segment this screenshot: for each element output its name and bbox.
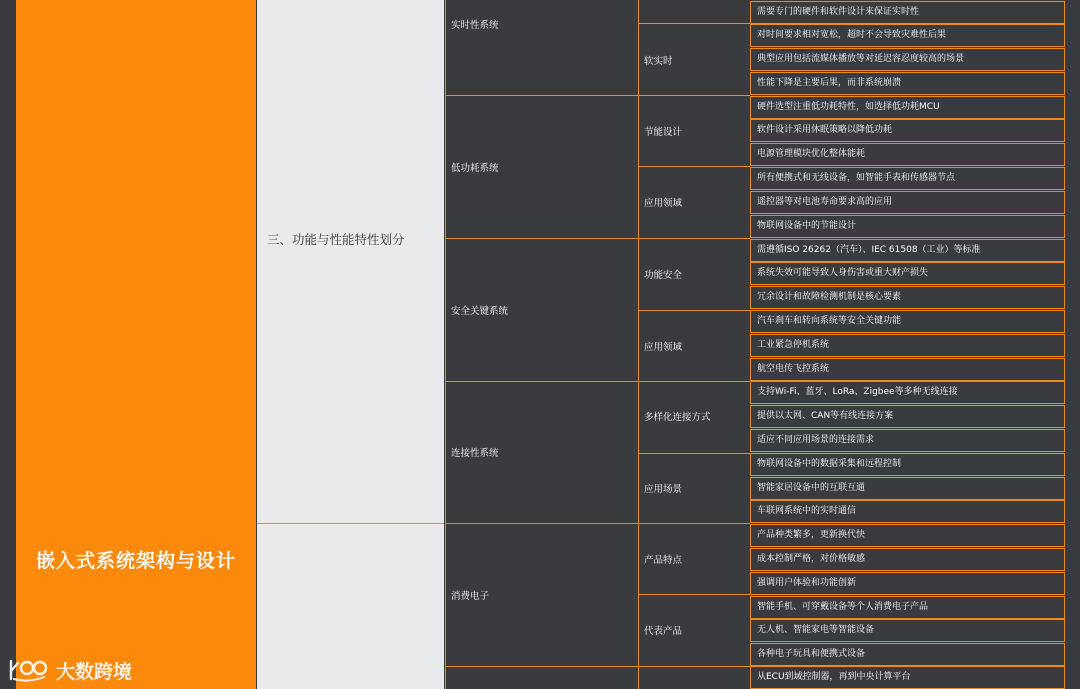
- level4-label: 产品特点: [644, 555, 683, 566]
- level3-label: 连接性系统: [451, 448, 499, 459]
- level4-node-energy-design: [638, 96, 750, 167]
- leaf-item: 车联网系统中的实时通信: [750, 500, 1065, 523]
- leaf-item: 汽车刹车和转向系统等安全关键功能: [750, 310, 1065, 333]
- leaf-item: 电源管理模块优化整体能耗: [750, 143, 1065, 166]
- leaf-item: 适应不同应用场景的连接需求: [750, 429, 1065, 452]
- level4-node-application-field: [638, 167, 750, 239]
- level4-node-application-scenarios: [638, 454, 750, 524]
- root-title: 嵌入式系统架构与设计: [35, 550, 236, 572]
- level2-label: 三、功能与性能特性划分: [267, 232, 405, 247]
- level3-label: 安全关键系统: [451, 306, 509, 317]
- leaf-item: 软件设计采用休眠策略以降低功耗: [750, 119, 1065, 142]
- level3-node-realtime: [445, 0, 638, 96]
- level4-label: 功能安全: [644, 270, 683, 281]
- leaf-item: 从ECU到域控制器，再到中央计算平台: [750, 666, 1065, 689]
- leaf-item: 物联网设备中的节能设计: [750, 215, 1065, 238]
- leaf-item: 硬件选型注重低功耗特性，如选择低功耗MCU: [750, 96, 1065, 119]
- leaf-item: 需要专门的硬件和软件设计来保证实时性: [750, 1, 1065, 24]
- logo-icon: [8, 657, 50, 683]
- level2-node-features: [257, 0, 444, 524]
- leaf-item: 智能家居设备中的互联互通: [750, 477, 1065, 500]
- leaf-item: 支持Wi-Fi、蓝牙、LoRa、Zigbee等多种无线连接: [750, 381, 1065, 404]
- leaf-item: 工业紧急停机系统: [750, 334, 1065, 357]
- level4-label: 应用领域: [644, 342, 683, 353]
- leaf-item: 系统失效可能导致人身伤害或重大财产损失: [750, 262, 1065, 285]
- leaf-item: 性能下降是主要后果，而非系统崩溃: [750, 72, 1065, 95]
- leaf-item: 遥控器等对电池寿命要求高的应用: [750, 191, 1065, 214]
- level3-node-next: [445, 667, 638, 689]
- root-node: [16, 0, 256, 689]
- watermark-text: 大数跨境: [56, 660, 133, 683]
- level2-node-next: [257, 524, 444, 689]
- leaf-item: 强调用户体验和功能创新: [750, 572, 1065, 595]
- level4-node-application-field: [638, 311, 750, 382]
- leaf-item: 成本控制严格，对价格敏感: [750, 548, 1065, 571]
- level3-label: 消费电子: [451, 591, 490, 602]
- level4-node-top: [638, 0, 750, 24]
- leaf-item: 产品种类繁多，更新换代快: [750, 524, 1065, 547]
- level3-node-safety: [445, 239, 638, 382]
- level4-node-next: [638, 667, 750, 689]
- leaf-item: 提供以太网、CAN等有线连接方案: [750, 405, 1065, 428]
- level3-node-consumer: [445, 524, 638, 667]
- level4-label: 代表产品: [644, 626, 683, 637]
- level4-label: 多样化连接方式: [644, 412, 711, 423]
- level4-label: 应用领域: [644, 198, 683, 209]
- leaf-item: 需遵循ISO 26262（汽车）、IEC 61508（工业）等标准: [750, 239, 1065, 262]
- level3-node-lowpower: [445, 96, 638, 239]
- leaf-item: 典型应用包括流媒体播放等对延迟容忍度较高的场景: [750, 48, 1065, 71]
- leaf-item: 智能手机、可穿戴设备等个人消费电子产品: [750, 596, 1065, 619]
- level4-node-representative-products: [638, 595, 750, 667]
- leaf-item: 物联网设备中的数据采集和远程控制: [750, 453, 1065, 476]
- level4-node-product-features: [638, 524, 750, 595]
- level3-label: 低功耗系统: [451, 163, 499, 174]
- level3-node-connectivity: [445, 382, 638, 524]
- leaf-item: 冗余设计和故障检测机制是核心要素: [750, 286, 1065, 309]
- level4-label: 应用场景: [644, 484, 683, 495]
- level4-node-connection-methods: [638, 382, 750, 454]
- leaf-item: 航空电传飞控系统: [750, 358, 1065, 381]
- level4-node-soft-realtime: [638, 24, 750, 96]
- leaf-item: 所有便携式和无线设备，如智能手表和传感器节点: [750, 167, 1065, 190]
- level4-label: 软实时: [644, 56, 673, 67]
- watermark: [8, 656, 132, 684]
- level3-label: 实时性系统: [451, 20, 499, 31]
- leaf-item: 无人机、智能家电等智能设备: [750, 619, 1065, 642]
- leaf-item: 对时间要求相对宽松，超时不会导致灾难性后果: [750, 24, 1065, 47]
- level4-node-functional-safety: [638, 239, 750, 311]
- leaf-item: 各种电子玩具和便携式设备: [750, 643, 1065, 666]
- level4-label: 节能设计: [644, 127, 683, 138]
